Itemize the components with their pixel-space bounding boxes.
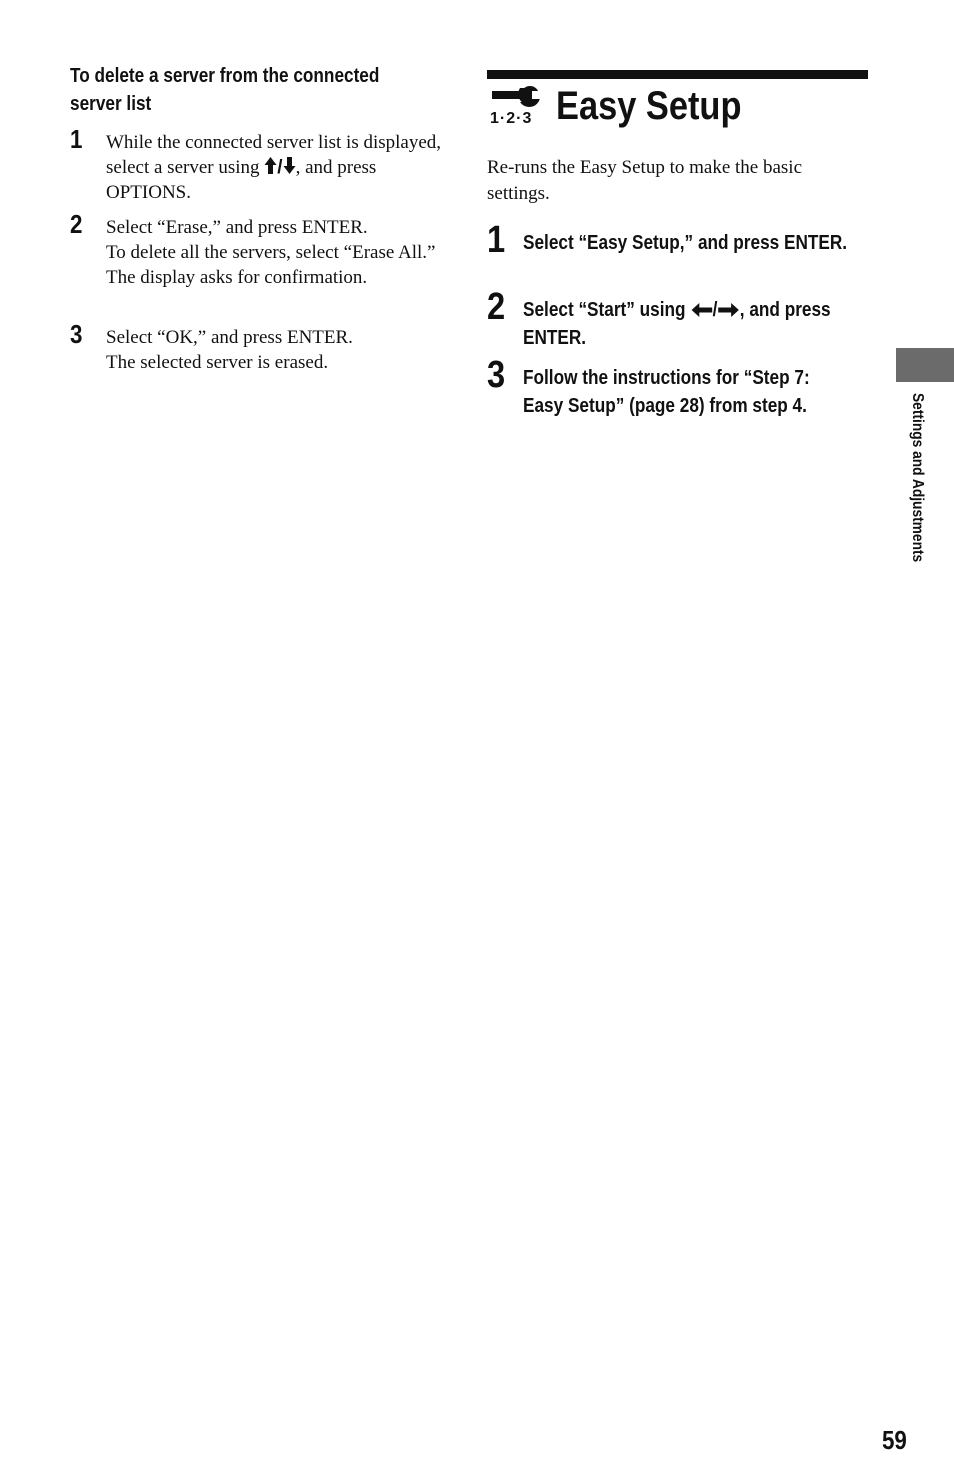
arrow-up-icon	[264, 156, 277, 175]
step-text: Follow the instructions for “Step 7: Easy Setup” (page 28) from step 4.	[523, 367, 810, 417]
wrench-icon	[488, 84, 544, 112]
step-text: Select “Easy Setup,” and press ENTER.	[523, 232, 848, 254]
step-text	[106, 325, 458, 375]
step-number: 1	[487, 219, 506, 261]
step-line: Select “OK,” and press ENTER.	[106, 327, 353, 348]
step-text	[523, 296, 850, 352]
step-number: 3	[487, 354, 506, 396]
section-tab	[896, 348, 954, 382]
page-title: Easy Setup	[556, 84, 742, 128]
step-line: The selected server is erased.	[106, 352, 329, 373]
section-heading: To delete a server from the connected server list	[70, 65, 380, 115]
title-rule	[487, 70, 868, 79]
step-text-part: , and press ENTER.	[523, 299, 831, 349]
icon-caption: 1·2·3	[490, 110, 533, 127]
step-number: 2	[487, 286, 506, 328]
section-tab-text: Settings and Adjustments	[909, 393, 926, 563]
page-number: 59	[882, 1425, 907, 1455]
step-number: 3	[70, 319, 83, 349]
step-number: 1	[70, 124, 83, 154]
step-text	[106, 215, 458, 290]
step-line: Select “Erase,” and press ENTER.	[106, 217, 368, 238]
step-text-part: Select “Start” using	[523, 299, 691, 321]
step-line: The display asks for confirmation.	[106, 267, 368, 288]
intro-text: Re-runs the Easy Setup to make the basic settings.	[487, 157, 803, 204]
step-text	[106, 130, 458, 205]
step-text-part: While the connected server list is displayed, select a server using	[106, 132, 442, 178]
arrow-right-icon	[717, 302, 739, 318]
slash: /	[277, 157, 283, 178]
slash: /	[712, 299, 718, 321]
section-tab-label	[903, 393, 929, 603]
step-number: 2	[70, 209, 83, 239]
arrow-down-icon	[283, 156, 296, 175]
step-text-part: , and press OPTIONS.	[106, 157, 377, 203]
easy-setup-icon	[488, 84, 544, 132]
arrow-left-icon	[690, 302, 712, 318]
step-line: To delete all the servers, select “Erase All.”	[106, 242, 436, 263]
